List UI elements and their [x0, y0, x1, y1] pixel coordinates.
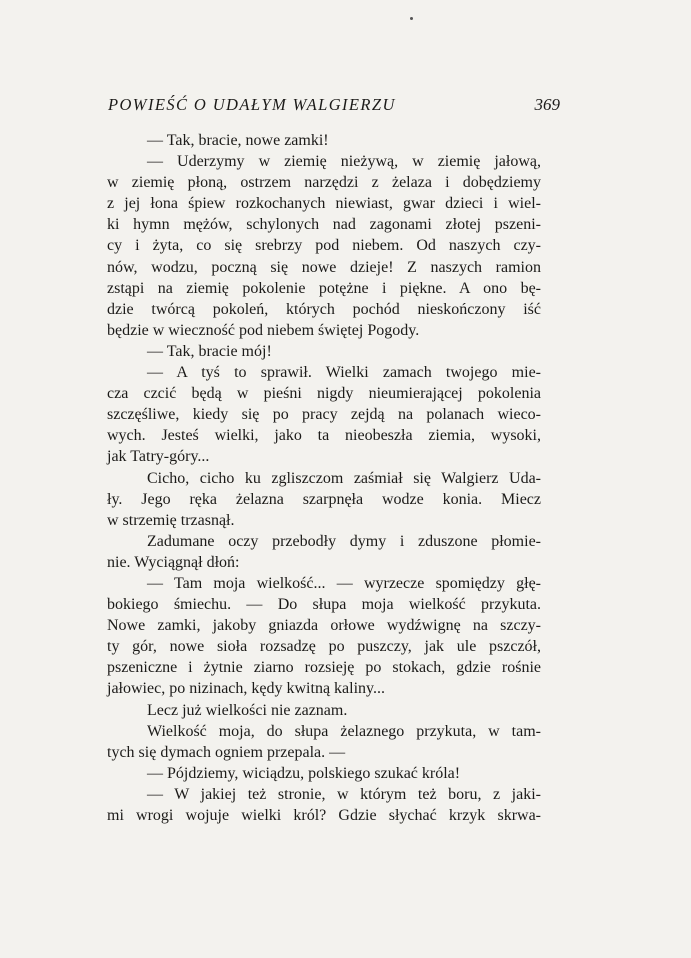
text-line: Nowe zamki, jakoby gniazda orłowe wydźwignę na szczy-: [107, 617, 541, 635]
text-line: pszeniczne i żytnie ziarno rozsieję po stokach, gdzie rośnie: [107, 659, 541, 677]
text-line: cy i żyta, co się srebrzy pod niebem. Od naszych czy-: [107, 237, 541, 255]
ink-speck: [410, 17, 413, 20]
text-line: zstąpi na ziemię pokolenie potężne i piękne. A ono bę-: [107, 279, 541, 297]
page-number: 369: [534, 95, 560, 114]
text-line: w strzemię trzasnął.: [107, 511, 235, 529]
text-line: Cicho, cicho ku zgliszczom zaśmiał się Walgierz Uda-: [147, 469, 541, 487]
text-line: wych. Jesteś wielki, jako ta nieobeszła ziemia, wysoki,: [107, 427, 541, 445]
text-line: nów, wodzu, poczną się nowe dzieje! Z naszych ramion: [107, 258, 541, 276]
text-line: dzie twórcą pokoleń, których pochód nieskończony iść: [107, 300, 541, 318]
text-line: nie. Wyciągnął dłoń:: [107, 553, 240, 571]
text-line: mi wrogi wojuje wielki król? Gdzie słychać krzyk skrwa-: [107, 807, 541, 824]
text-line: — W jakiej też stronie, w którym też boru, z jaki-: [147, 785, 541, 803]
text-line: będzie w wieczność pod niebem świętej Pogody.: [107, 321, 420, 339]
text-line: — Uderzymy w ziemię nieżywą, w ziemię jałową,: [147, 153, 541, 171]
text-line: z jej łona śpiew rozkochanych niewiast, gwar dzieci i wiel-: [107, 195, 541, 213]
text-line: jak Tatry-góry...: [107, 448, 210, 466]
text-line: bokiego śmiechu. — Do słupa moja wielkość przykuta.: [107, 596, 541, 614]
running-title: POWIEŚĆ O UDAŁYM WALGIERZU: [108, 95, 396, 114]
text-line: ły. Jego ręka żelazna szarpnęła wodze konia. Miecz: [107, 490, 541, 508]
body-text: [107, 130, 541, 826]
text-line: — A tyś to sprawił. Wielki zamach twojego mie-: [147, 364, 541, 382]
text-line: cza czcić będą w pieśni nigdy nieumierającej pokolenia: [107, 385, 541, 403]
text-line: Lecz już wielkości nie zaznam.: [147, 701, 348, 719]
text-line: ty gór, nowe sioła rozsadzę po puszczy, jak ule pszczół,: [107, 638, 541, 656]
text-line: — Tak, bracie, nowe zamki!: [147, 132, 329, 149]
running-header: [108, 95, 560, 119]
text-line: — Tak, bracie mój!: [147, 342, 272, 360]
text-line: — Pójdziemy, wiciądzu, polskiego szukać króla!: [147, 764, 461, 782]
text-line: ki hymn mężów, schylonych nad zagonami złotej pszeni-: [107, 216, 541, 234]
text-line: tych się dymach ogniem przepala. —: [107, 743, 346, 761]
text-line: w ziemię płoną, ostrzem narzędzi z żelaza i dobędziemy: [107, 174, 541, 192]
text-line: szczęśliwe, kiedy się po pracy zejdą na polanach wieco-: [107, 406, 541, 424]
text-line: Wielkość moja, do słupa żelaznego przykuta, w tam-: [147, 722, 541, 740]
text-line: jałowiec, po nizinach, kędy kwitną kaliny...: [107, 680, 385, 698]
text-line: — Tam moja wielkość... — wyrzecze spomiędzy głę-: [147, 574, 541, 592]
text-line: Zadumane oczy przebodły dymy i zduszone płomie-: [147, 532, 541, 550]
